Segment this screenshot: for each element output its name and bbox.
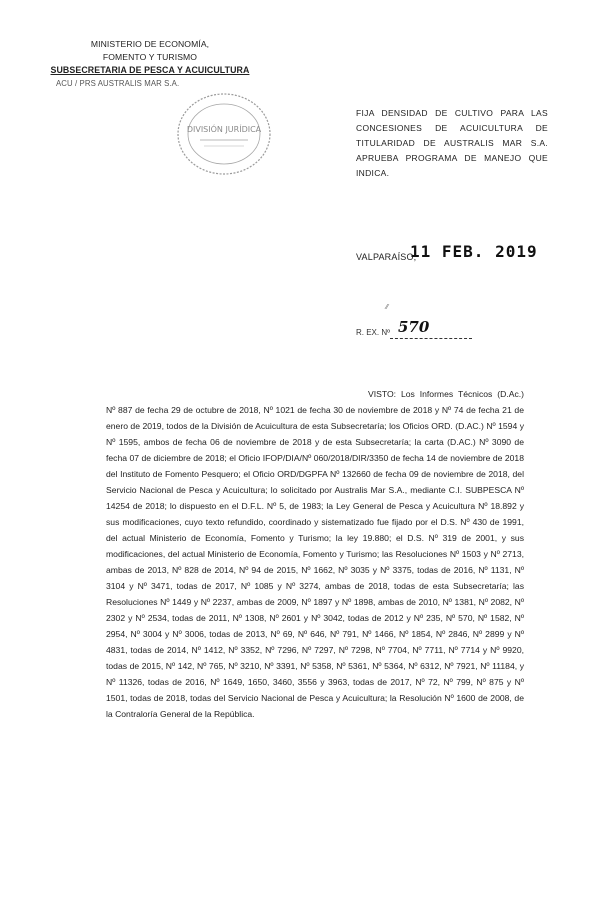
visto-paragraph: VISTO: Los Informes Técnicos (D.Ac.) Nº 887 de fecha 29 de octubre de 2018, Nº 1021 de fecha 30 de noviembre de 2018 y Nº 74 de fecha 21 de enero de 2019, todos de la División de Acuicultura de esta Subsecretaría; los Oficios ORD. (D.AC.) Nº 1594 y Nº 1595, ambos de fecha 06 de noviembre de 2018 y de esta Subsecretaría; la carta (D.AC.) Nº 3090 de fecha 07 de diciembre de 2018; el Oficio IFOP/DIA/Nº 060/2018/DIR/3350 de fecha 14 de noviembre de 2018 del Instituto de Fomento Pesquero; el Oficio ORD/DGPFA Nº 132660 de fecha 09 de noviembre de 2018, del Servicio Nacional de Pesca y Acuicultura; lo solicitado por Australis Mar S.A., mediante C.I. SUBPESCA Nº 14254 de 2018; lo dispuesto en el D.F.L. Nº 5, de 1983; la Ley General de Pesca y Acuicultura Nº 18.892 y sus modificaciones, cuyo texto refundido, coordinado y sistematizado fue fijado por el D.S. Nº 430 de 1991, del actual Ministerio de Economía, Fomento y Turismo; la ley 19.880; el D.S. Nº 319 de 2001, y sus modificaciones, del actual Ministerio de Economía, Fomento y Turismo; las Resoluciones Nº 1503 y Nº 2713, ambas de 2013, Nº 828 de 2014, Nº 94 de 2015, Nº 1662, Nº 3035 y Nº 3375, todas de 2016, Nº 1131, Nº 3104 y Nº 3471, todas de 2017, Nº 1085 y Nº 3274, ambas de 2018, todas de esta Subsecretaría; las Resoluciones Nº 1449 y Nº 2237, ambas de 2009, Nº 1897 y Nº 1898, ambas de 2010, Nº 1381, Nº 2082, Nº 2302 y Nº 2534, todas de 2011, Nº 1308, Nº 2601 y Nº 3042, todas de 2012 y Nº 235, Nº 570, Nº 1582, Nº 2954, Nº 3004 y Nº 3006, todas de 2013, Nº 69, Nº 646, Nº 791, Nº 1466, Nº 1854, Nº 2846, Nº 2899 y Nº 4831, todas de 2014, Nº 1412, Nº 3352, Nº 7296, Nº 7297, Nº 7298, Nº 7704, Nº 7711, Nº 7714 y Nº 9920, todas de 2015, Nº 142, Nº 765, Nº 3210, Nº 3391, Nº 5358, Nº 5361, Nº 5364, Nº 6312, Nº 7921, Nº 11184, y Nº 11326, todas de 2016, Nº 1649, 1650, 3460, 3556 y 3963, todas de 2017, Nº 72, Nº 799, Nº 875 y Nº 1501, todas de 2018, todas del Servicio Nacional de Pesca y Acuicultura; la Resolución Nº 1600 de 2008, de la Contraloría General de la República. <box>106 389 524 719</box>
stamp-text: DIVISIÓN JURÍDICA <box>186 125 262 134</box>
ministry-name: MINISTERIO DE ECONOMÍA, <box>90 39 210 49</box>
ministry-name-line2: FOMENTO Y TURISMO <box>102 52 198 62</box>
resolution-subject: FIJA DENSIDAD DE CULTIVO PARA LAS CONCESIONES DE ACUICULTURA DE TITULARIDAD DE AUSTRALIS MAR S.A. APRUEBA PROGRAMA DE MANEJO QUE INDICA. <box>356 108 548 178</box>
resolution-label: R. EX. Nº <box>356 328 391 337</box>
resolution-number: 570 <box>398 318 430 336</box>
letterhead <box>50 38 250 90</box>
visto-section <box>106 386 524 722</box>
date-line <box>356 242 576 266</box>
stamp-seal-icon <box>170 86 278 182</box>
reference-code: ACU / PRS AUSTRALIS MAR S.A. <box>56 79 180 88</box>
initial-mark: ⁄⁄ <box>386 304 389 311</box>
subsecretaria-name: SUBSECRETARIA DE PESCA Y ACUICULTURA <box>50 65 250 75</box>
resolution-blank-line <box>390 338 472 339</box>
division-stamp <box>170 86 278 182</box>
date-city: VALPARAÍSO, <box>356 252 417 262</box>
date-stamp: 11 FEB. 2019 <box>410 242 538 261</box>
resolution-number-line <box>356 304 486 344</box>
